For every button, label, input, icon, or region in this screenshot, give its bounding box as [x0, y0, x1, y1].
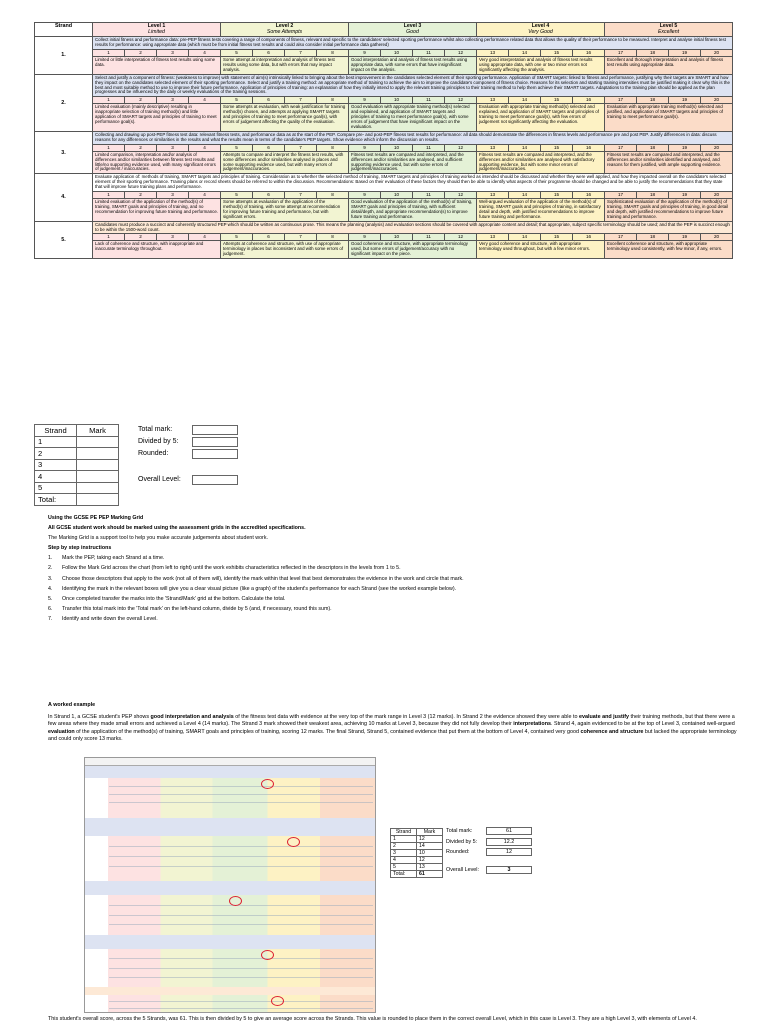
steps-title: Step by step instructions: [48, 545, 112, 552]
level-descriptor: Fitness test results are compared and interpreted, and the differences and/or similarities are analysed, and sufficient supporting evidence used, but with some errors of judgement/inaccuracies.: [349, 151, 477, 174]
mark-option[interactable]: 4: [203, 144, 206, 150]
mark-option[interactable]: 10: [381, 192, 413, 198]
mark-option[interactable]: 8: [331, 50, 334, 55]
strand-number: 4.: [35, 174, 93, 221]
mark-option[interactable]: 7: [285, 145, 317, 151]
mark-option[interactable]: 9: [349, 192, 381, 198]
circled-mark-strand-4: [261, 950, 274, 960]
mark-option[interactable]: 4: [203, 97, 206, 103]
mark-option[interactable]: 18: [637, 50, 669, 56]
mark-option[interactable]: 2: [125, 192, 157, 198]
mark-number-row: [35, 50, 733, 57]
mark-option[interactable]: 8: [331, 144, 334, 150]
level-2-header: Level 2 Some Attempts: [221, 23, 349, 37]
strand-focus-text: Collecting and drawing up post-PEP fitness test data: relevant fitness tests, and performance data as at the start of the PEP. Compare pre- and post-PEP fitness test results for performance: all data should demonstrate the differences in fitness levels and performance pre and post PEP. Justify differences in data: discuss reasons for any differences or similarities in the results and what the results mean in terms of the candidate's PEP targets. Show evidence which inform the discussion on results.: [93, 131, 733, 144]
mark-option[interactable]: 2: [125, 97, 157, 103]
mark-option[interactable]: 9: [349, 145, 381, 151]
level-descriptor: Good evaluation with appropriate training method(s) selected and explained, and application of SMART targets and principles of training to meet performance goal(s), with some errors of judgement that have insignificant impact on the evaluation.: [349, 104, 477, 132]
descriptor-row: [35, 199, 733, 222]
strand-col-header: Strand: [35, 425, 77, 437]
mark-option[interactable]: 2: [125, 50, 157, 56]
mark-option[interactable]: 1: [93, 97, 125, 103]
mark-option[interactable]: 19: [669, 145, 701, 151]
strand-num: 2: [35, 448, 77, 460]
mark-option[interactable]: 15: [541, 50, 573, 56]
example-grid-thumbnail: [84, 757, 376, 1013]
mark-option[interactable]: 10: [381, 50, 413, 56]
mark-option[interactable]: 9: [349, 234, 381, 240]
level-descriptor: Evaluation with appropriate training method(s) selected and justified, and application of SMART targets and principles of training to meet performance goal(s).: [605, 104, 733, 132]
mark-option[interactable]: 12: [457, 144, 464, 150]
level-1-header: Level 1 Limited: [93, 23, 221, 37]
circled-mark-strand-3: [229, 896, 242, 906]
mark-option[interactable]: 3: [157, 234, 189, 240]
mark-option[interactable]: 1: [93, 192, 125, 198]
mark-option[interactable]: 19: [669, 97, 701, 103]
strand-header: Strand: [35, 23, 93, 37]
mark-option[interactable]: 8: [331, 234, 334, 240]
mark-option[interactable]: 12: [457, 234, 464, 240]
mark-option[interactable]: 7: [285, 192, 317, 198]
mark-option[interactable]: 14: [509, 97, 541, 103]
mark-option[interactable]: 18: [637, 97, 669, 103]
divided-label: Divided by 5:: [138, 438, 179, 445]
strand-number: 3.: [35, 131, 93, 173]
mark-option[interactable]: 17: [605, 50, 637, 56]
mark-option[interactable]: 2: [125, 145, 157, 151]
mark-cell[interactable]: [77, 482, 119, 494]
level-4-header: Level 4 Very Good: [477, 23, 605, 37]
mark-option[interactable]: 11: [413, 234, 445, 240]
mark-option[interactable]: 11: [413, 145, 445, 151]
mark-option[interactable]: 11: [413, 192, 445, 198]
strand-focus-text: Candidates must produce a succinct and coherently structured PEP which should be written as continuous prose. This means the planning (analysis) and evaluation sections should be covered with appropriate content and detail; that appropriate, subject specific terminology should be used; and that the PEP is succinct enough to be within the 1500-word count.: [93, 221, 733, 234]
level-5-header: Level 5 Excellent: [605, 23, 733, 37]
mark-option[interactable]: 18: [637, 145, 669, 151]
total-mark-box[interactable]: [192, 425, 238, 435]
mark-option[interactable]: 9: [349, 97, 381, 103]
mark-option[interactable]: 11: [413, 97, 445, 103]
mark-option[interactable]: 3: [157, 97, 189, 103]
worked-example: [48, 702, 738, 744]
marking-grid: [34, 22, 733, 259]
mark-option[interactable]: 20: [713, 50, 720, 55]
mark-option[interactable]: 17: [605, 192, 637, 198]
mark-option[interactable]: 14: [509, 234, 541, 240]
strand-mark-table: [34, 424, 119, 506]
mark-option[interactable]: 4: [203, 234, 206, 240]
mark-cell[interactable]: [77, 448, 119, 460]
divided-box[interactable]: [192, 437, 238, 447]
mark-option[interactable]: 4: [203, 192, 206, 198]
strand-number: 2.: [35, 74, 93, 131]
grid-header-row: [35, 23, 733, 37]
level-3-header: Level 3 Good: [349, 23, 477, 37]
mark-option[interactable]: 17: [605, 234, 637, 240]
descriptor-row: [35, 57, 733, 75]
level-descriptor: Attempts at coherence and structure, with use of appropriate terminology in places but inconsistent and with some errors of judgement.: [221, 241, 349, 259]
strand-number: 5.: [35, 221, 93, 259]
descriptor-row: [35, 241, 733, 259]
level-descriptor: Very good coherence and structure, with appropriate terminology used throughout, but with a few minor errors.: [477, 241, 605, 259]
mark-option[interactable]: 14: [509, 145, 541, 151]
step-item: 6. Transfer this total mark into the 'Total mark' on the left-hand column, divide by 5 (and, if necessary, round this sum).: [48, 605, 332, 612]
mark-option[interactable]: 20: [713, 234, 720, 240]
mark-option[interactable]: 16: [585, 144, 592, 150]
mark-option[interactable]: 10: [381, 97, 413, 103]
mark-option[interactable]: 16: [585, 234, 592, 240]
worked-text: In Strand 1, a GCSE student's PEP shows good interpretation and analysis of the fitness test data with evidence at the very top of the mark range in Level 3 (12 marks). In Strand 2 the evidence showed they were able to evaluate and justify their training methods, but that there were a few areas where they made small errors and achieved a Level 4 (14 marks). The Strand 3 mark showed their weakest area, achieving 10 marks at Level 3, because they did not fully develop their interpretations. Strand 4, again evidenced to be at the top of Level 3, contained well-argued evaluation of the application of the method(s) of training, SMART goals and principles of training, scoring 12 marks. The final Strand, Strand 5, contained evidence that put them at the bottom of Level 4, contained very good coherence and structure but lacked the appropriate terminology and could only score 13 marks.: [48, 713, 737, 742]
mark-option[interactable]: 6: [253, 234, 285, 240]
mark-option[interactable]: 20: [713, 144, 720, 150]
steps-list: [48, 553, 748, 624]
mark-option[interactable]: 8: [331, 97, 334, 103]
overall-level-label: Overall Level:: [138, 476, 181, 483]
mark-option[interactable]: 9: [349, 50, 381, 56]
strand-focus-row: [35, 174, 733, 192]
mark-number-row: [35, 234, 733, 241]
mark-cell[interactable]: [77, 459, 119, 471]
mark-option[interactable]: 7: [285, 234, 317, 240]
mark-option[interactable]: 1: [93, 234, 125, 240]
step-item: 2. Follow the Mark Grid across the chart (from left to right) until the work exhibits characteristics reflected in the descriptors in the levels from 1 to 5.: [48, 565, 401, 572]
level-descriptor: Lack of coherence and structure, with inappropriate and inaccurate terminology throughout.: [93, 241, 221, 259]
level-descriptor: Fitness test results are compared and interpreted, and the differences and/or similarities are analysed with satisfactory supporting evidence, but with some minor errors of judgement/inaccuracies.: [477, 151, 605, 174]
strand-focus-row: [35, 221, 733, 234]
mark-option[interactable]: 6: [253, 145, 285, 151]
mark-col-header: Mark: [77, 425, 119, 437]
instructions-title: Using the GCSE PE PEP Marking Grid: [48, 515, 144, 521]
circled-mark-strand-5: [271, 996, 284, 1006]
mark-option[interactable]: 15: [541, 97, 573, 103]
level-descriptor: Very good interpretation and analysis of fitness test results using appropriate data, with one or two minor errors not significantly affecting the analysis.: [477, 57, 605, 75]
strand-number: 1.: [35, 37, 93, 75]
mark-option[interactable]: 18: [637, 192, 669, 198]
mark-option[interactable]: 6: [253, 97, 285, 103]
mark-option[interactable]: 12: [457, 50, 464, 55]
mark-option[interactable]: 19: [669, 192, 701, 198]
mark-option[interactable]: 20: [713, 192, 720, 198]
mark-option[interactable]: 5: [221, 145, 253, 151]
total-mark-label: Total mark:: [138, 426, 173, 433]
totals-panel: [138, 424, 238, 486]
mark-option[interactable]: 20: [713, 97, 720, 103]
example-strand-mark-table: Strand Mark 1 12 2 14 3 10 4 12 5 13 Total: 61: [390, 828, 443, 878]
mark-option[interactable]: 8: [331, 192, 334, 198]
mark-option[interactable]: 5: [221, 50, 253, 56]
mark-option[interactable]: 11: [413, 50, 445, 56]
mark-option[interactable]: 15: [541, 145, 573, 151]
mark-cell[interactable]: [77, 436, 119, 448]
level-descriptor: Well-argued evaluation of the application of the method(s) of training, SMART goals and principles of training, in satisfactory detail and depth, with justified recommendations to improve future training and performance.: [477, 199, 605, 222]
mark-option[interactable]: 12: [457, 97, 464, 103]
mark-option[interactable]: 1: [93, 145, 125, 151]
mark-number-row: [35, 97, 733, 104]
level-descriptor: Good interpretation and analysis of fitness test results using appropriate data, with some errors that have insignificant impact on the analysis.: [349, 57, 477, 75]
strand-num: 3: [35, 459, 77, 471]
level-descriptor: Limited evaluation (mainly descriptive) resulting in inappropriate selection of training method(s) and little application of SMART targets and principles of training to meet performance goal(s).: [93, 104, 221, 132]
strand-focus-row: [35, 37, 733, 50]
descriptor-row: [35, 104, 733, 132]
mark-option[interactable]: 14: [509, 50, 541, 56]
step-item: 5. Once completed transfer the marks into the 'Strand/Mark' grid at the bottom. Calculate the total.: [48, 595, 286, 602]
rounded-box[interactable]: [192, 449, 238, 459]
instructions: [48, 513, 748, 624]
level-descriptor: Some attempts at evaluation, with weak justification for training method(s) chosen, and attempts at applying SMART targets and principles of training to meet performance goal(s), with errors of judgement affecting the quality of the evaluation.: [221, 104, 349, 132]
level-descriptor: Evaluation with appropriate training method(s) selected and explained, and application of SMART targets and principles of training to meet performance goal(s), with few errors of judgement not significantly affecting the evaluation.: [477, 104, 605, 132]
mark-option[interactable]: 13: [477, 145, 509, 151]
level-descriptor: Limited evaluation of the application of the method(s) of training, SMART goals and principles of training, and no recommendation for improving future training and performance.: [93, 199, 221, 222]
mark-option[interactable]: 12: [457, 192, 464, 198]
mark-option[interactable]: 15: [541, 234, 573, 240]
strand-focus-text: Collect initial fitness and performance data: pre-PEP fitness tests covering a range of components of fitness, relevant and specific to the candidates' selected sporting performance whilst also collecting performance related data that allows the quality of their performance to be measured. Interpret and analyse initial fitness test results for performance: using appropriate data (which must be from initial fitness test results and could also consider initial performance data gathered): [93, 37, 733, 50]
level-descriptor: Some attempt at interpretation and analysis of fitness test results using some data, but with errors that may impact analysis.: [221, 57, 349, 75]
mark-option[interactable]: 7: [285, 50, 317, 56]
mark-option[interactable]: 16: [585, 50, 592, 55]
level-descriptor: Attempts to compare and interpret the fitness test results, with some differences and/or similarities analysed in places and some supporting evidence used, but with many errors of judgement/inaccuracies.: [221, 151, 349, 174]
mark-cell[interactable]: [77, 471, 119, 483]
mark-option[interactable]: 3: [157, 145, 189, 151]
mark-option[interactable]: 13: [477, 97, 509, 103]
worked-title: A worked example: [48, 702, 96, 708]
strand-focus-row: [35, 74, 733, 97]
mark-option[interactable]: 6: [253, 50, 285, 56]
total-cell[interactable]: [77, 494, 119, 506]
mark-option[interactable]: 19: [669, 50, 701, 56]
mark-number-row: [35, 192, 733, 199]
step-item: 7. Identify and write down the overall Level.: [48, 615, 158, 622]
mark-option[interactable]: 5: [221, 192, 253, 198]
mark-number-row: [35, 144, 733, 151]
mark-option[interactable]: 18: [637, 234, 669, 240]
mark-option[interactable]: 7: [285, 97, 317, 103]
strand-num: 4: [35, 471, 77, 483]
circled-mark-strand-1: [261, 779, 274, 789]
overall-level-box[interactable]: [192, 475, 238, 485]
mark-option[interactable]: 5: [221, 97, 253, 103]
mark-option[interactable]: 13: [477, 192, 509, 198]
level-descriptor: Good evaluation of the application of the method(s) of training, SMART goals and principles of training, with sufficient detail/depth, and appropriate recommendation(s) to improve future training and performance.: [349, 199, 477, 222]
mark-option[interactable]: 4: [203, 50, 206, 55]
level-descriptor: Limited or little interpretation of fitness test results using some data.: [93, 57, 221, 75]
mark-option[interactable]: 16: [585, 97, 592, 103]
final-summary: This student's overall score, across the 5 Strands, was 61. This is then divided by 5 to give an average score across the Strands. This value is rounded to place them in the correct overall Level, which in this case is Level 3. They are a high Level 3, with elements of Level 4.: [48, 1016, 697, 1022]
step-item: 1. Mark the PEP, taking each Strand at a time.: [48, 555, 165, 562]
level-descriptor: Excellent and thorough interpretation and analysis of fitness test results using appropriate data.: [605, 57, 733, 75]
level-descriptor: Sophisticated evaluation of the application of the method(s) of training, SMART goals and principles of training, in good detail and depth, with justified recommendations to improve future training and performance.: [605, 199, 733, 222]
descriptor-row: [35, 151, 733, 174]
level-descriptor: Some attempts at evaluation of the application of the method(s) of training, with some attempt at recommendation for improving future training and performance, but with significant errors.: [221, 199, 349, 222]
mark-option[interactable]: 5: [221, 234, 253, 240]
level-descriptor: Limited comparison, interpretation and/or analysis of differences and/or similarities between fitness test results and little/no supporting evidence used, with many significant errors of judgement / inaccuracies.: [93, 151, 221, 174]
mark-option[interactable]: 10: [381, 145, 413, 151]
mark-option[interactable]: 17: [605, 97, 637, 103]
mark-option[interactable]: 16: [585, 192, 592, 198]
mark-option[interactable]: 3: [157, 50, 189, 56]
step-item: 3. Choose those descriptors that apply to the work (not all of them will), identify the mark within that level that best demonstrates the evidence in the work and circle that mark.: [48, 575, 464, 582]
level-descriptor: Fitness test results are compared and interpreted, and the differences and/or similarities identified and analysed, and reasons for them justified, with ample supporting evidence.: [605, 151, 733, 174]
mark-option[interactable]: 2: [125, 234, 157, 240]
circled-mark-strand-2: [287, 837, 300, 847]
mark-option[interactable]: 14: [509, 192, 541, 198]
strand-num: 5: [35, 482, 77, 494]
step-item: 4. Identifying the mark in the relevant boxes will give you a clear visual picture (like a graph) of the student's performance for each Strand (see the worked example below).: [48, 585, 457, 592]
mark-option[interactable]: 6: [253, 192, 285, 198]
strand-focus-row: [35, 131, 733, 144]
instructions-intro: All GCSE student work should be marked using the assessment grids in the accredited specifications.: [48, 525, 306, 532]
instructions-support: The Marking Grid is a support tool to help you make accurate judgements about student work.: [48, 535, 268, 542]
mark-option[interactable]: 15: [541, 192, 573, 198]
mark-option[interactable]: 19: [669, 234, 701, 240]
mark-option[interactable]: 13: [477, 50, 509, 56]
mark-option[interactable]: 10: [381, 234, 413, 240]
level-descriptor: Excellent coherence and structure, with appropriate terminology used consistently, with few minor, if any, errors.: [605, 241, 733, 259]
mark-option[interactable]: 13: [477, 234, 509, 240]
mark-option[interactable]: 17: [605, 145, 637, 151]
strand-num: 1: [35, 436, 77, 448]
mark-option[interactable]: 3: [157, 192, 189, 198]
rounded-label: Rounded:: [138, 450, 169, 457]
strand-focus-text: Select and justify a component of fitness: (weakness to improve) with statement of aim(s) intrinsically linked to bringing about the best improvement in the candidates selected element of their sporting performance. Application of SMART targets: linked to fitness and performance, justifying why their targets are SMART and how they impact on the candidates selected element of their sporting performance. Select and justify a training method: an appropriate method of training to achieve the aim to improve the candidate's component of fitness choice. Reasons for its selection and starting training intensities must be justified making it clear why this is the best and most suitable method to use to improve their future performance. Application of principles of training: an explanation of how they initially intend to apply the relevant training principles to their training method to help them achieve their SMART targets. Adaptations to the training plan should be applied as the plan progresses and be influenced by the daily or weekly evaluations of the training sessions.: [93, 74, 733, 97]
strand-focus-text: Evaluate application of: methods of training, SMART targets and principles of training. Consideration as to whether the selected method of training, SMART targets and principles of training worked as intended should be discussed and whether they were well applied, and how they impacted overall on the candidate's selected element of their sporting performance. Training plans or record sheets should be referred to within the discussion. Recommendations: Based on their evaluation of these factors they should then be able to identify what aspects of their programme should be changed and be able to justify the recommendations that they state that will improve future training plans and performance.: [93, 174, 733, 192]
level-descriptor: Good coherence and structure, with appropriate terminology used, but some errors of judgement/accuracy with no significant impact on the piece.: [349, 241, 477, 259]
example-totals: Total mark: 61 Divided by 5: 12.2 Rounded: 12 Overall Level: 3: [446, 826, 532, 875]
total-label: Total:: [35, 494, 77, 506]
mark-option[interactable]: 1: [93, 50, 125, 56]
